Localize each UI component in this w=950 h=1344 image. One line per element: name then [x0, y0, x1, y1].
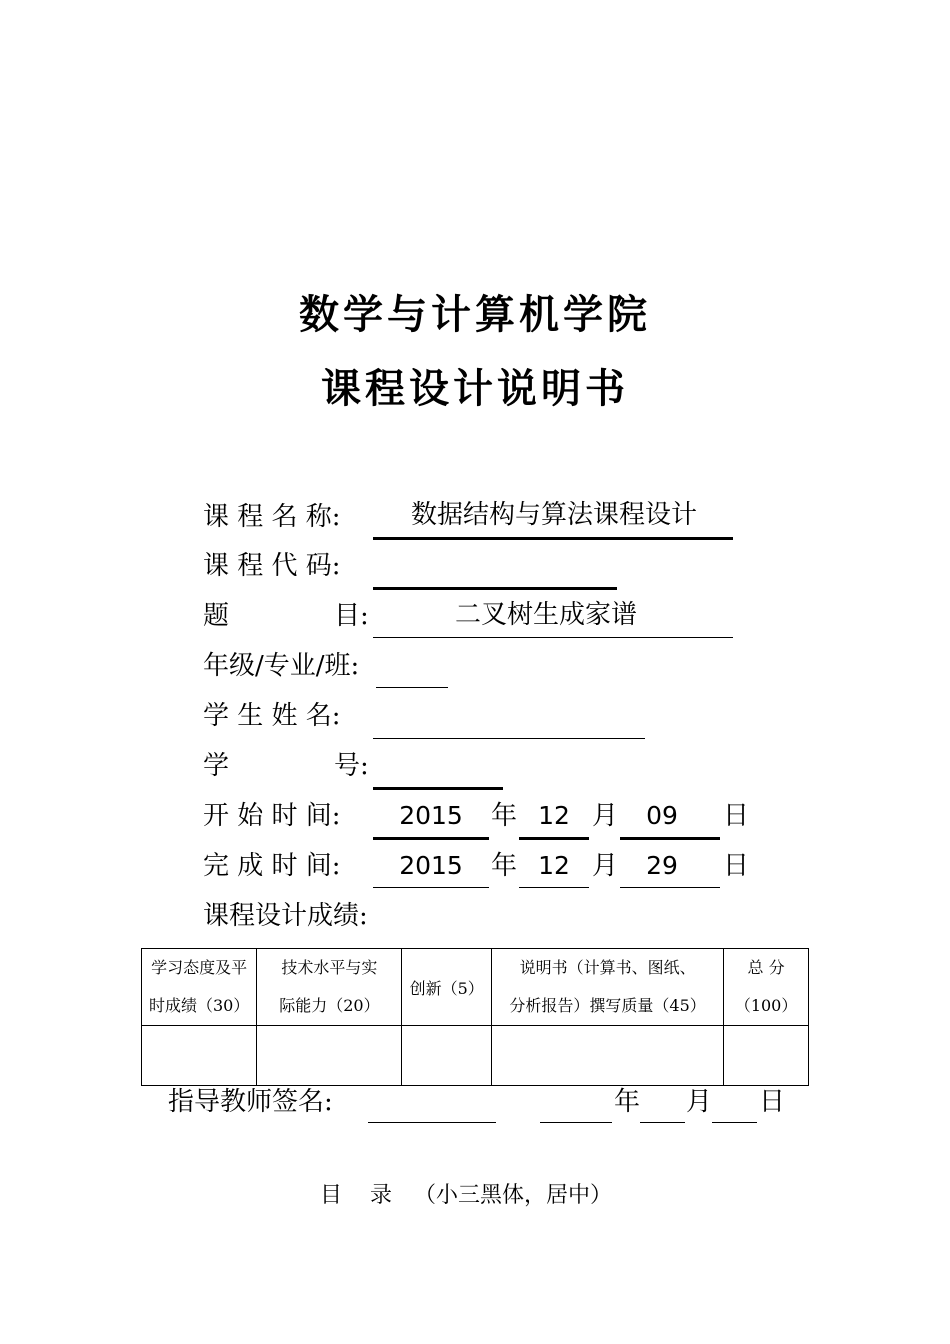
course-name-value: 数据结构与算法课程设计 [410, 500, 697, 530]
end-day-char: 日 [723, 851, 750, 881]
class-label: 年级/专业/班: [203, 651, 360, 681]
signature-day-char: 日 [759, 1087, 786, 1117]
signature-underline [368, 1122, 496, 1123]
student-name-label: 学 生 姓 名: [203, 701, 341, 731]
signature-year-char: 年 [614, 1087, 641, 1117]
course-name-underline [373, 537, 733, 540]
student-id-label-colon: 号: [334, 751, 369, 781]
toc-note: （小三黑体，居中） [414, 1183, 613, 1208]
end-month-char: 月 [592, 851, 619, 881]
start-month: 12 [538, 801, 570, 830]
end-day-underline [620, 887, 720, 888]
start-year: 2015 [399, 801, 463, 830]
course-name-label: 课 程 名 称: [203, 502, 341, 532]
start-year-underline [373, 837, 489, 840]
score-cell-report [491, 1026, 723, 1086]
start-month-underline [519, 837, 589, 840]
course-code-label: 课 程 代 码: [203, 551, 341, 581]
end-year-underline [373, 887, 489, 888]
student-id-label: 学 [203, 751, 230, 781]
topic-value: 二叉树生成家谱 [454, 600, 637, 630]
toc-title: 目 录 [320, 1183, 392, 1208]
score-table [141, 948, 809, 1086]
start-month-char: 月 [592, 801, 619, 831]
signature-day-underline [712, 1122, 757, 1123]
score-header-technical: 技术水平与实 际能力（20） [257, 949, 402, 1026]
score-header-total: 总 分 （100） [724, 949, 809, 1026]
score-cell-total [724, 1026, 809, 1086]
end-month-underline [519, 887, 589, 888]
score-cell-technical [257, 1026, 402, 1086]
start-day-char: 日 [723, 801, 750, 831]
college-title: 数学与计算机学院 [299, 292, 651, 338]
course-code-underline [373, 587, 617, 590]
start-year-char: 年 [491, 801, 518, 831]
start-day: 09 [646, 801, 678, 830]
end-day: 29 [646, 851, 678, 880]
student-id-underline [373, 787, 503, 790]
score-table-header-row [142, 949, 809, 1026]
signature-month-char: 月 [686, 1087, 713, 1117]
score-header-innovation: 创新（5） [402, 949, 492, 1026]
advisor-signature-label: 指导教师签名: [168, 1087, 333, 1117]
topic-label-colon: 目: [334, 601, 369, 631]
document-title: 课程设计说明书 [321, 366, 629, 412]
start-day-underline [620, 837, 720, 840]
signature-month-underline [640, 1122, 685, 1123]
end-time-label: 完 成 时 间: [203, 851, 341, 881]
end-year: 2015 [399, 851, 463, 880]
end-year-char: 年 [491, 851, 518, 881]
score-cell-innovation [402, 1026, 492, 1086]
end-month: 12 [538, 851, 570, 880]
score-header-report: 说明书（计算书、图纸、 分析报告）撰写质量（45） [491, 949, 723, 1026]
topic-label: 题 [203, 601, 230, 631]
topic-underline [373, 637, 733, 638]
grade-label: 课程设计成绩: [203, 901, 368, 931]
score-cell-attitude [142, 1026, 257, 1086]
score-header-attitude: 学习态度及平 时成绩（30） [142, 949, 257, 1026]
start-time-label: 开 始 时 间: [203, 801, 341, 831]
student-name-underline [373, 738, 645, 739]
class-underline [376, 687, 448, 688]
score-table-value-row [142, 1026, 809, 1086]
signature-year-underline [540, 1122, 612, 1123]
